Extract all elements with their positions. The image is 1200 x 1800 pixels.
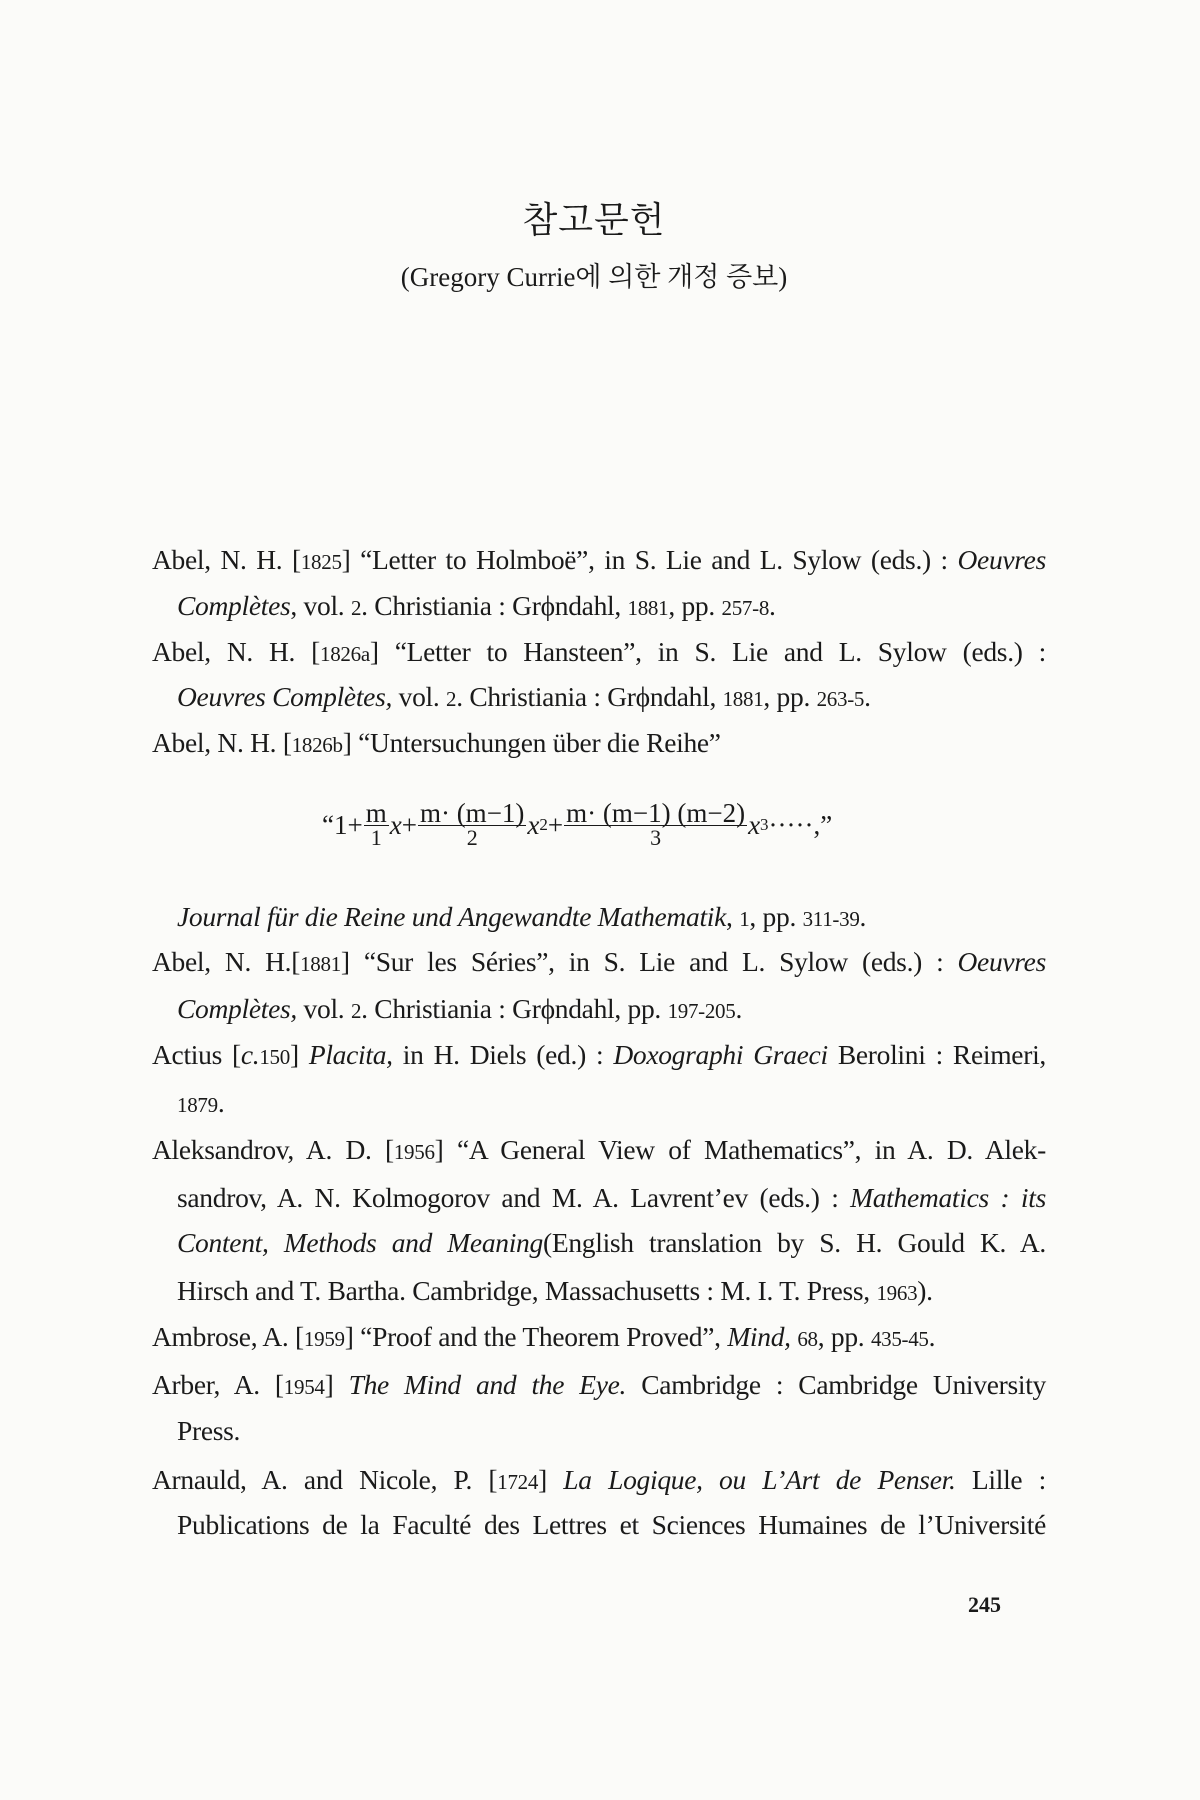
reference-text: . [769,590,776,621]
fraction-denominator: 3 [650,824,662,850]
reference-text: Abel, N. H. [ [152,544,301,575]
fraction-2 [418,797,526,850]
reference-text: vol. [296,993,351,1024]
formula-exponent: 2 [539,815,548,834]
reference-text: ] [324,1369,349,1400]
italic-title-text: Mind, [727,1321,791,1352]
reference-continuation-line [177,1502,1046,1548]
reference-continuation-line [177,1080,1046,1126]
italic-title-text: Complètes [177,590,291,621]
reference-text: Cambridge : Cambridge University [626,1369,1046,1400]
formula-plus: + [547,809,564,840]
numeral-text: 68 [797,1327,818,1351]
italic-title-text: Oeuvres Complètes, [177,681,393,712]
reference-continuation-line [177,674,1046,720]
reference-text: ] [289,1039,309,1070]
reference-text: . Christiania : Grϕndahl, [456,681,723,712]
reference-text: , pp. [668,590,722,621]
reference-text: ] [538,1464,564,1495]
reference-continuation-line [177,1268,1046,1314]
formula-exponent: 3 [760,815,769,834]
italic-title-text: Mathematics : its [850,1182,1046,1213]
reference-continuation-line [177,1175,1046,1221]
numeral-text: 1 [739,907,750,931]
formula-var: x [389,809,402,840]
italic-title-text: Journal für die Reine und Angewandte Mathematik [177,901,727,932]
numeral-text: 1825 [300,550,342,574]
italic-title-text: Placita, [308,1039,393,1070]
numeral-text: 2 [446,687,457,711]
numeral-text: 1724 [497,1470,539,1494]
reference-text: , pp. [749,901,803,932]
reference-text: ). [917,1275,933,1306]
reference-continuation-line [177,894,1046,940]
reference-text: . [864,681,871,712]
reference-continuation-line [177,1408,1046,1454]
numeral-text: 435-45 [870,1327,929,1351]
numeral-text: 1826a [320,642,370,666]
page-title: 참고문헌 [522,200,666,241]
italic-title-text: Complètes, [177,993,297,1024]
reference-text: Lille : [955,1464,1047,1495]
reference-text: vol. [392,681,447,712]
reference-continuation-line [177,583,1046,629]
numeral-text: 2 [350,596,362,620]
numeral-text: 311-39 [802,907,860,931]
reference-entry-line [152,629,1046,675]
italic-title-text: La Logique, ou L’Art de Penser. [563,1464,956,1495]
reference-text: , pp. [763,681,817,712]
reference-continuation-line [177,986,1046,1032]
reference-text: . [859,901,867,932]
reference-text: Actius [ [152,1039,241,1070]
reference-text: Aleksandrov, A. D. [ [152,1134,394,1165]
reference-entry-line [152,720,1046,766]
reference-text: ] “Sur les Séries”, in S. Lie and L. Sylow (eds.) : [340,946,958,977]
reference-text: . Christiania : Grϕndahl, [361,590,628,621]
italic-title-text: The Mind and the Eye. [348,1369,627,1400]
reference-entry-line [152,1032,1046,1078]
reference-text: ] “Untersuchungen über die Reihe” [342,727,721,758]
reference-text: Hirsch and T. Bartha. Cambridge, Massachusetts : M. I. T. Press, [177,1275,877,1306]
italic-title-text: Oeuvres [957,544,1046,575]
reference-text: ] “Letter to Hansteen”, in S. Lie and L. Sylow (eds.) : [369,636,1046,667]
formula-tail: ·····,” [768,809,833,840]
reference-text: , vol. [290,590,351,621]
fraction-denominator: 1 [370,824,382,850]
reference-text: sandrov, A. N. Kolmogorov and M. A. Lavrent’ev (eds.) : [177,1182,851,1213]
numeral-text: 150 [259,1045,290,1069]
fraction-numerator: m [365,797,387,828]
fraction-3 [564,797,747,850]
reference-text: , [726,901,740,932]
reference-text: Arber, A. [ [152,1369,284,1400]
formula-var: x [748,809,761,840]
reference-entry-line [152,939,1046,985]
formula-open: “1+ [322,809,363,840]
italic-title-text: c. [240,1039,260,1070]
reference-text: Abel, N. H.[ [152,946,301,977]
reference-text: Abel, N. H. [ [152,727,292,758]
numeral-text: 2 [350,999,362,1023]
reference-text: ] “Letter to Holmboë”, in S. Lie and L. Sylow (eds.) : [341,544,958,575]
numeral-text: 197-205 [667,999,736,1023]
formula-plus: + [401,809,417,840]
reference-entry-line [152,1362,1046,1408]
reference-text: . [217,1087,225,1118]
page-subtitle: (Gregory Currie에 의한 개정 증보) [400,262,788,292]
numeral-text: 257-8 [721,596,770,620]
numeral-text: 1954 [283,1375,325,1399]
reference-entry-line [152,1457,1046,1503]
page-number: 245 [968,1592,1001,1617]
reference-text: ] “A General View of Mathematics”, in A. D. Alek- [434,1134,1046,1165]
italic-title-text: Doxographi Graeci [613,1039,828,1070]
fraction-denominator: 2 [466,824,478,850]
numeral-text: 1881 [722,687,764,711]
reference-text: . [735,993,743,1024]
numeral-text: 1881 [300,952,341,976]
reference-text: , pp. [817,1321,871,1352]
reference-entry-line [152,537,1046,583]
reference-text: . [928,1321,936,1352]
reference-text: Ambrose, A. [ [152,1321,304,1352]
reference-text: Berolini : Reimeri, [827,1039,1046,1070]
numeral-text: 1963 [876,1281,918,1305]
numeral-text: 1956 [393,1140,435,1164]
reference-entry-line [152,1127,1046,1173]
numeral-text: 1879 [177,1093,218,1117]
reference-text: Arnauld, A. and Nicole, P. [ [152,1464,498,1495]
series-formula [322,795,832,855]
numeral-text: 263-5 [816,687,865,711]
fraction-numerator: m· (m−1) [419,797,525,828]
formula-var: x [527,809,540,840]
reference-text: ] “Proof and the Theorem Proved”, [344,1321,728,1352]
reference-text: Publications de la Faculté des Lettres et Sciences Humaines de l’Université [177,1509,1046,1540]
reference-text: (English translation by S. H. Gould K. A. [542,1227,1047,1258]
italic-title-text: Content, Methods and Meaning [177,1227,543,1258]
reference-text: in H. Diels (ed.) : [392,1039,614,1070]
reference-text: Abel, N. H. [ [152,636,321,667]
numeral-text: 1826b [291,733,343,757]
fraction-numerator: m· (m−1) (m−2) [566,797,746,828]
reference-continuation-line [177,1220,1046,1266]
reference-entry-line [152,1314,1046,1360]
fraction-1 [364,797,389,850]
numeral-text: 1881 [627,596,669,620]
numeral-text: 1959 [303,1327,345,1351]
reference-text: Press. [177,1415,241,1446]
italic-title-text: Oeuvres [957,946,1046,977]
reference-text: . Christiania : Grϕndahl, pp. [361,993,668,1024]
